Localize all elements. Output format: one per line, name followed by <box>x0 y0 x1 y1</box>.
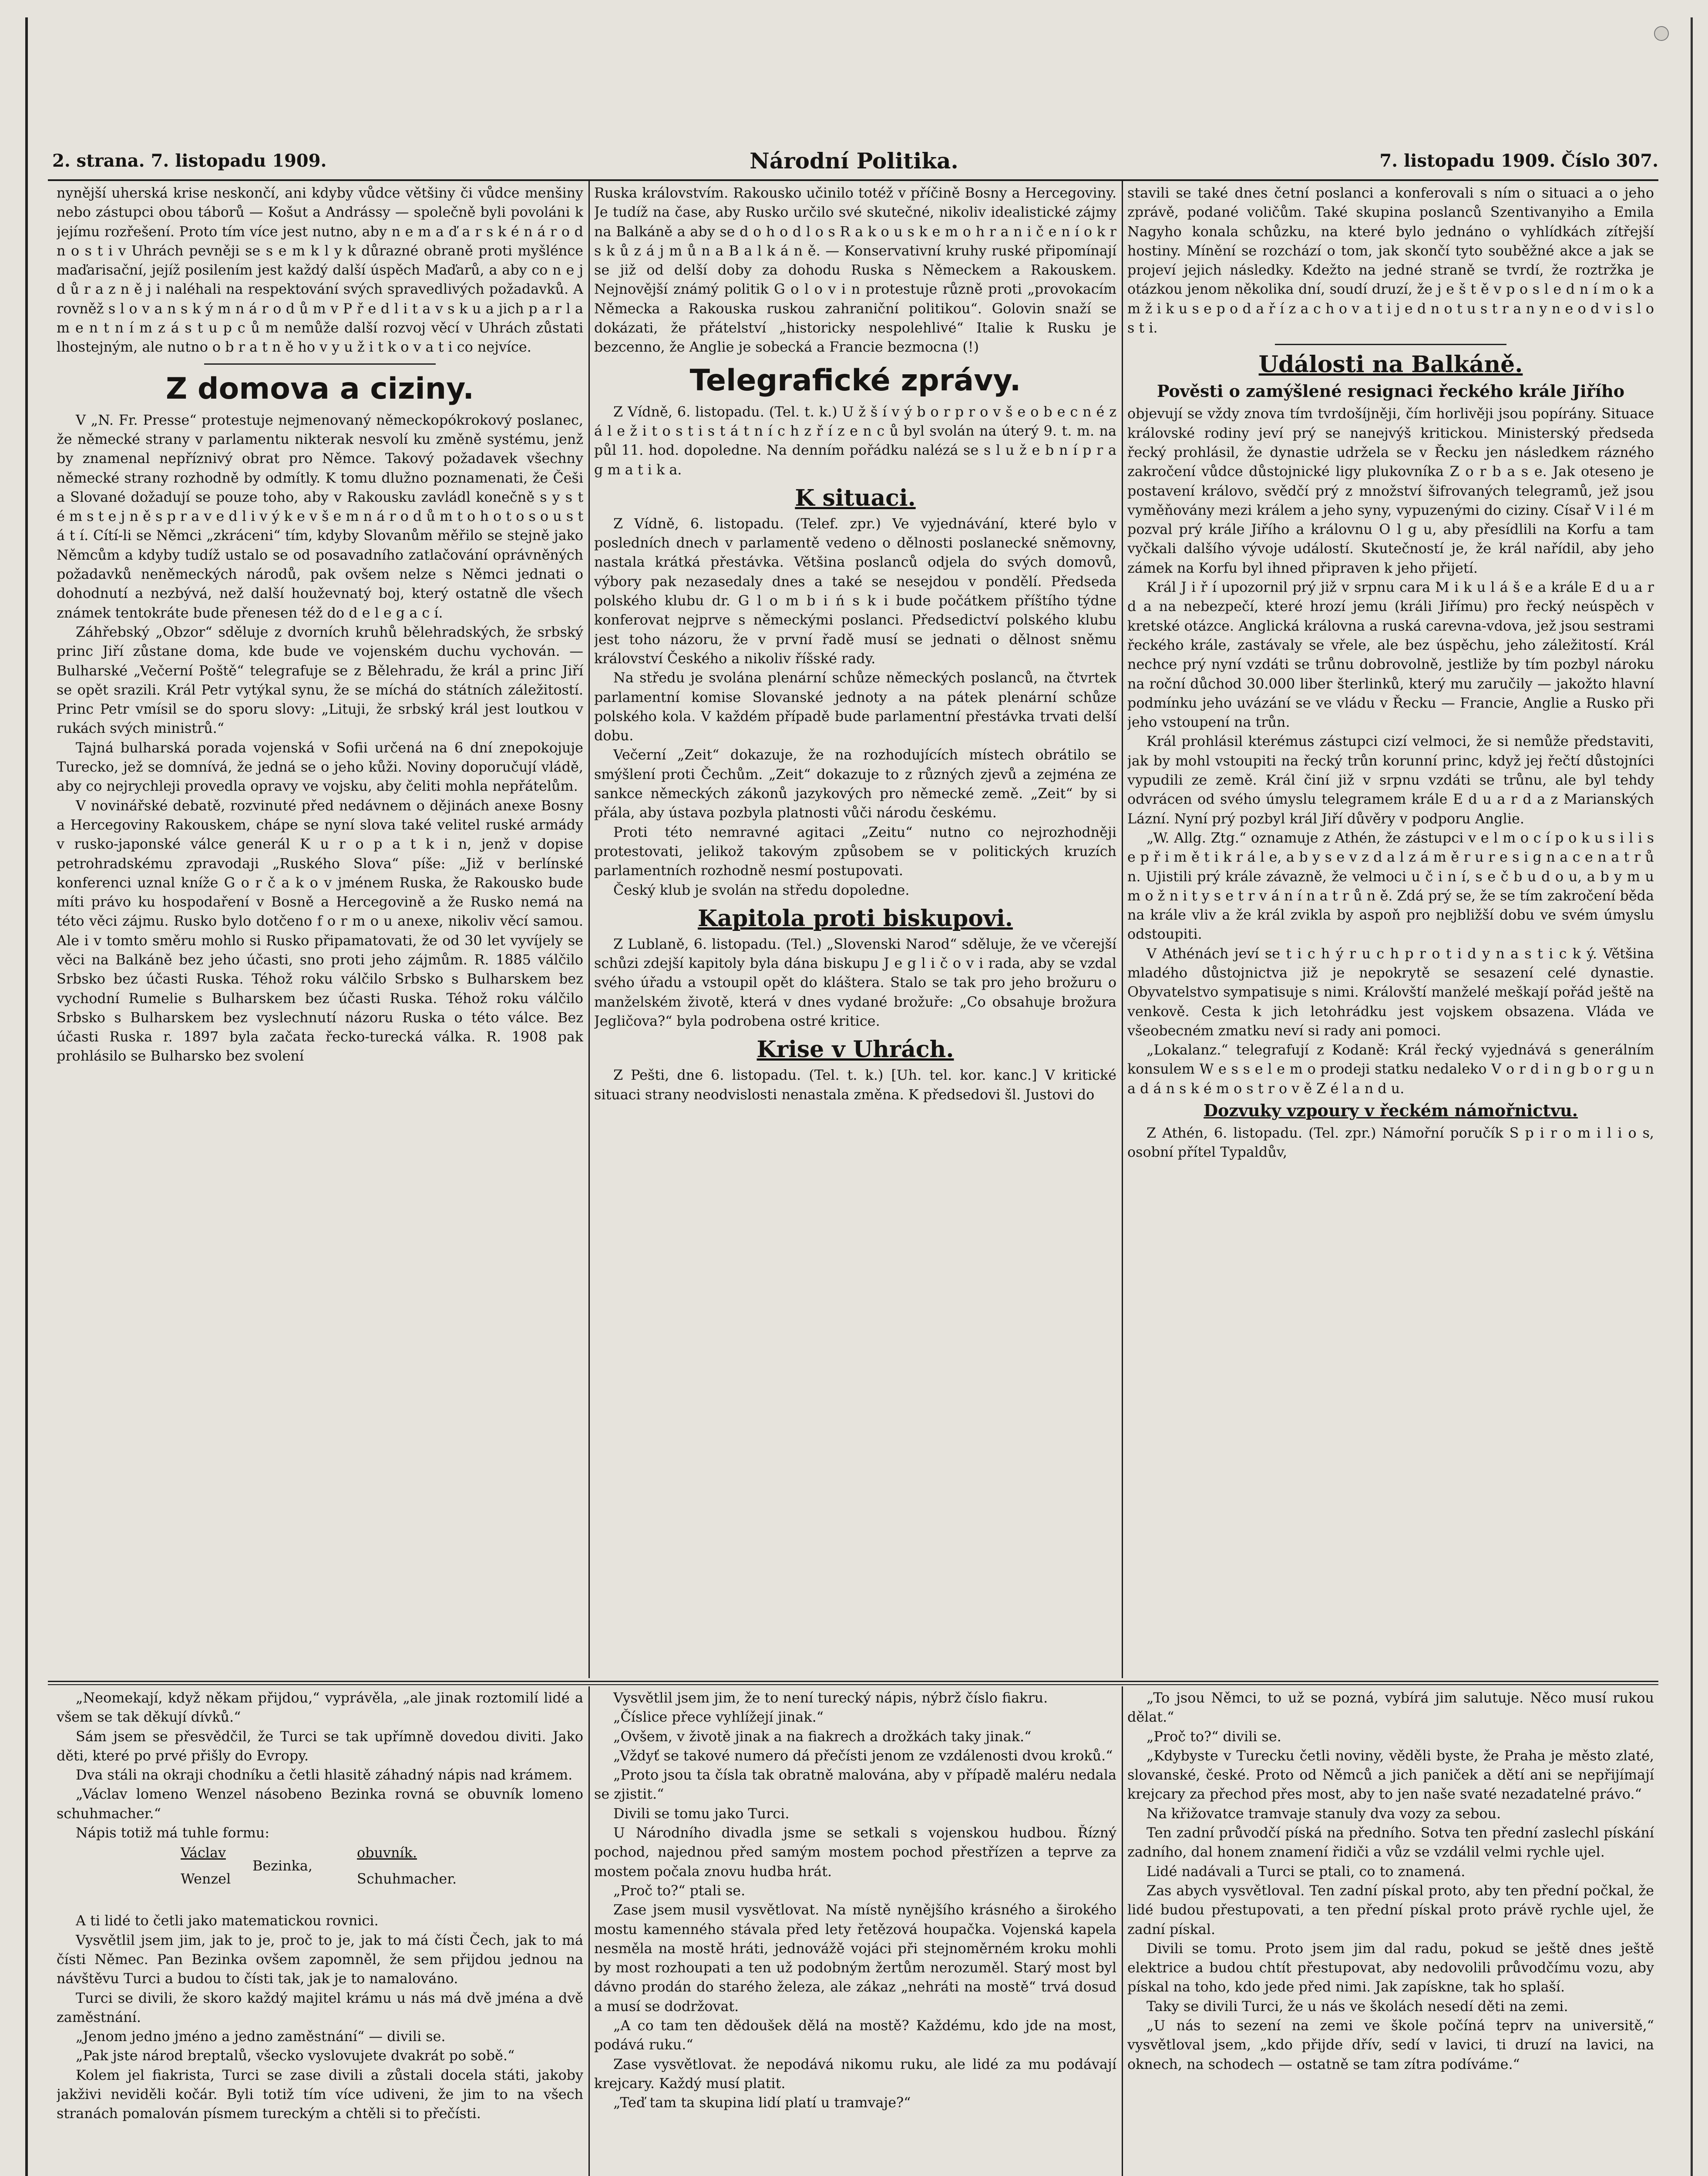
paragraph: „Číslice přece vyhlížejí jinak.“ <box>613 1709 824 1726</box>
paragraph: Z Lublaně, 6. listopadu. (Tel.) „Slovenski Narod“ sděluje, že ve včerejší schůzi zdejší kapitoly byla dána biskupu J e g l i č o v i rada, aby se vzdal svého úřadu a vstoupil opět do kláštera. Stalo se tak pro jeho brožuru o manželském životě, která v dnes vydané brožuře: „Co obsahuje brožura Jegličova?“ byla podrobena ostré kritice. <box>594 936 1116 1029</box>
formula-text: obuvník. <box>357 1845 417 1861</box>
paragraph: Sám jsem se přesvědčil, že Turci se tak upřímně dovedou diviti. Jako děti, které po prvé přišly do Evropy. <box>57 1728 583 1764</box>
paragraph: Zas abych vysvětloval. Ten zadní pískal proto, aby ten přední počkal, že lidé budou přestupovati, a ten přední pískal proto právě rychle ujel, že zadní pískal. <box>1127 1882 1654 1938</box>
article-heading: K situaci. <box>795 484 916 511</box>
punch-hole <box>1654 26 1669 41</box>
article-heading: Dozvuky vzpoury v řeckém námořnictvu. <box>1204 1101 1578 1121</box>
paragraph: Z Athén, 6. listopadu. (Tel. zpr.) Námořní poručík S p i r o m i l i o s, osobní přítel Typaldův, <box>1127 1125 1654 1161</box>
article-heading: Krise v Uhrách. <box>756 1036 954 1063</box>
paragraph: Divili se tomu jako Turci. <box>613 1805 790 1822</box>
paragraph: V „N. Fr. Presse“ protestuje nejmenovaný německopókrokový poslanec, že německé strany v parlamentu nikterak nesvolí ku změně systému, jenž by znamenal nepříznivý obrat pro Němce. Takový požadavek všechny německé strany rozhodně by odmítly. K tomu dlužno poznamenati, že Češi a Slované dožadují se pouze toho, aby v Rakousku zavládl konečně s y s t é m s t e j n ě s p r a v e d l i v ý k e v š e m n á r o d ů m t o h o t o s o u s t á t í. Cítí-li se Němci „zkráceni“ tím, kdyby Slovanům měřilo se stejně jako Němcům a kdyby tudíž ustalo se od posavadního zatlačování oprávněných požadavků neněmeckých národů, pak ovšem nelze s Němci jednati o dohodnutí a nezbývá, než další houževnatý boj, který ostatně dle všech známek tentokráte bude přenesen též do d e l e g a c í. <box>57 412 583 621</box>
paragraph: „Vždyť se takové numero dá přečísti jenom ze vzdálenosti dvou kroků.“ <box>613 1747 1113 1764</box>
paragraph: Král J i ř í upozornil prý již v srpnu cara M i k u l á š e a krále E d u a r d a na nebezpečí, které hrozí jemu (králi Jiřímu) pro řecký neúspěch v kretské otázce. Anglická královna a ruská carevna-vdova, jež jsou sestrami řeckého krále, zastávaly se vřele, ale bez úspěchu, jeho záležitostí. Král nechce prý nyní vzdáti se trůnu dobrovolně, jestliže by tím pozbyl nároku na roční důchod 30.000 liber šterlinků, který mu zaručily — jakožto hlavní podmínku jeho uvázání se ve vládu v Řecku — Francie, Anglie a Rusko při jeho vstoupení na trůn. <box>1127 579 1654 731</box>
column-divider <box>1122 1686 1123 2176</box>
header-rule <box>48 179 1658 181</box>
paragraph: „Václav lomeno Wenzel násobeno Bezinka rovná se obuvník lomeno schuhmacher.“ <box>57 1786 583 1822</box>
paragraph: Taky se divili Turci, že u nás ve školách nesedí děti na zemi. <box>1147 1998 1568 2015</box>
paragraph: „Neomekají, když někam přijdou,“ vyprávěla, „ale jinak roztomilí lidé a všem se tak děkují dívků.“ <box>57 1690 583 1726</box>
column-divider <box>588 1686 590 2176</box>
paragraph: „Jenom jedno jméno a jedno zaměstnání“ — divili se. <box>76 2028 446 2045</box>
paragraph: Nápis totiž má tuhle formu: <box>76 1825 269 1841</box>
paragraph: „Kdybyste v Turecku četli noviny, věděli byste, že Praha je město zlaté, slovanské, české. Proto od Němců a jich paniček a dětí ani se nepřijímají krejcary za přechod přes most, aby to jen naše svaté nezadatelné právo.“ <box>1127 1747 1654 1803</box>
paragraph: Z Vídně, 6. listopadu. (Tel. t. k.) U ž š í v ý b o r p r o v š e o b e c n é z á l e ž i t o s t i s t á t n í c h z ř í z e n c ů byl svolán na úterý 9. t. m. na půl 11. hod. dopoledne. Na denním pořádku nalézá se s l u ž e b n í p r a g m a t i k a. <box>594 403 1116 478</box>
paragraph: „Proč to?“ ptali se. <box>613 1882 746 1899</box>
formula-text: Schuhmacher. <box>357 1871 457 1887</box>
column-divider <box>588 181 590 1678</box>
shop-sign-formula <box>57 1844 583 1909</box>
section-heading: Telegrafické zprávy. <box>689 363 1021 398</box>
formula-text: Wenzel <box>181 1871 231 1887</box>
formula-text: Václav <box>181 1845 226 1861</box>
paragraph: Lidé nadávali a Turci se ptali, co to znamená. <box>1147 1863 1466 1880</box>
feuilleton-column-1 <box>57 1689 583 2176</box>
paragraph: „Lokalanz.“ telegrafují z Kodaně: Král řecký vyjednává s generálním konsulem W e s s e l e m o prodeji statku nedaleko V o r d i n g b o r g u n a d á n s k é m o s t r o v ě Z é l a n d u. <box>1127 1042 1654 1097</box>
header-masthead: Národní Politika. <box>750 148 958 174</box>
separator <box>1275 344 1506 345</box>
paragraph: Záhřebský „Obzor“ sděluje z dvorních kruhů bělehradských, že srbský princ Jiří zůstane doma, kde bude ve vojenském duchu vychován. — Bulharské „Večerní Poště“ telegrafuje se z Bělehradu, že král a princ Jiří se opět srazili. Král Petr vytýkal synu, že se míchá do státních záležitostí. Princ Petr vmísil se do sporu slovy: „Lituji, že srbský král jest loutkou v rukách svých ministrů.“ <box>57 624 583 737</box>
paragraph: „Proč to?“ divili se. <box>1147 1728 1281 1745</box>
feuilleton-column-3 <box>1127 1689 1654 2176</box>
paragraph: Ten zadní průvodčí píská na předního. Sotva ten přední zaslechl pískání zadního, dal honem znamení řidiči a vůz se vzdálil velmi rychle ujel. <box>1127 1825 1654 1860</box>
section-heading: Události na Balkáně. <box>1258 351 1523 378</box>
feuilleton-column-2 <box>594 1689 1116 2176</box>
paragraph: „Proto jsou ta čísla tak obratně malována, aby v případě maléru nedala se zjistit.“ <box>594 1767 1116 1803</box>
feuilleton-rule <box>48 1681 1658 1682</box>
paragraph: Kolem jel fiakrista, Turci se zase divili a zůstali docela státi, jakoby jakživi neviděli kočár. Byli totiž tím více udiveni, že jim to na všech stranách pomalován písmem tureckým a chtěli si to přečísti. <box>57 2067 583 2122</box>
paragraph: V Athénách jeví se t i c h ý r u c h p r o t i d y n a s t i c k ý. Většina mladého důstojnictva již je nepokrytě se sesazení celé dynastie. Obyvatelstvo sympatisuje s nimi. Královští manželé meškají pořád ještě na venkově. Cesta k jich letohrádku jest vojskem obsazena. Vláda ve všeobecném zmatku neví si rady ani pomoci. <box>1127 945 1654 1039</box>
paragraph: stavili se také dnes četní poslanci a konferovali s ním o situaci a o jeho zprávě, podané voličům. Také skupina poslanců Szentivanyiho a Emila Nagyho konala schůzku, na které bylo jednáno o vyhlídkách zítřejší hostiny. Mínění se rozchází o tom, jak skončí tyto souběžné akce a jak se projeví jejich následky. Kdežto na jedné straně se tvrdí, že roztržka je otázkou jenom několika dní, soudí druzí, že j e š t ě v p o s l e d n í m o k a m ž i k u s e p o d a ř í z a c h o v a t i j e d n o t u s t r a n y n e o d v i s l o s t i. <box>1127 185 1654 336</box>
paragraph: „W. Allg. Ztg.“ oznamuje z Athén, že zástupci v e l m o c í p o k u s i l i s e p ř i m ě t i k r á l e, a b y s e v z d a l z á m ě r u r e s i g n a c e n a t r ů n. Ujistili prý krále závazně, že velmoci u č i n í, s e č b u d o u, a b y m u m o ž n i t y s e t r v á n í n a t r ů n ě. Zdá prý se, že se tím zakročení běda na krále vliv a že král zvikla by aspoň pro nejbližší dobu ve svém úmyslu odstoupiti. <box>1127 829 1654 943</box>
paragraph: Na křižovatce tramvaje stanuly dva vozy za sebou. <box>1147 1805 1501 1822</box>
paragraph: Z Pešti, dne 6. listopadu. (Tel. t. k.) [Uh. tel. kor. kanc.] V kritické situaci strany neodvislosti nenastala změna. K předsedovi šl. Justovi do <box>594 1067 1116 1103</box>
article-subheading: Pověsti o zamýšlené resignaci řeckého krále Jiřího <box>1157 381 1625 401</box>
paragraph: Zase jsem musil vysvětlovat. Na místě nynějšího krásného a širokého mostu kamenného stávala před lety řetězová houpačka. Vojenská kapela nesměla na mostě hráti, jednovážě vojáci při stejnoměrném kroku mohli by most rozhoupati a ten už podobným žertům nerozuměl. Starý most byl dávno prodán do starého železa, ale zákaz „nehráti na mostě“ trvá dosud a musí se dodržovat. <box>594 1902 1116 2015</box>
paragraph: Zase vysvětlovat. že nepodává nikomu ruku, ale lidé za mu podávají krejcary. Každý musí platit. <box>594 2056 1116 2092</box>
paragraph: U Národního divadla jsme se setkali s vojenskou hudbou. Řízný pochod, najednou před samým mostem pochod přestřízen a teprve za mostem počala znovu hudba hrát. <box>594 1825 1116 1880</box>
header-right: 7. listopadu 1909. Číslo 307. <box>1379 151 1658 171</box>
paragraph: V novinářské debatě, rozvinuté před nedávnem o dějinách anexe Bosny a Hercegoviny Rakouskem, chápe se nyní slova také velitel ruské armády v rusko-japonské válce generál K u r o p a t k i n, jenž v dopise petrohradskému zpravodaji „Ruského Slova“ píše: „Již v berlínské konferenci uznal kníže G o r č a k o v jménem Ruska, že Rakousko bude míti právo ku hospodaření v Bosně a Hercegovině a že Rusko nemá na této věci zájmu. Rusko bylo dotčeno f o r m o u anexe, nikoliv věcí samou. Ale i v tomto směru mohlo si Rusko připamatovati, že od 30 let vyvíjely se věci na Balkáně bez jeho účasti, sno proti jeho zájmům. R. 1885 válčilo Srbsko bez účasti Ruska. Téhož roku válčilo Srbsko s Bulharskem bez vychodní Rumelie s Bulharskem bez účasti Ruska. Téhož roku válčilo Srbsko s Bulharskem bez vyslechnutí názoru Ruska o této válce. Bez účasti Ruska r. 1897 byla začata řecko-turecká válka. R. 1908 pak prohlásilo se Bulharsko bez svolení <box>57 797 583 1064</box>
column-divider <box>1122 181 1123 1678</box>
paragraph: Dva stáli na okraji chodníku a četli hlasitě záhadný nápis nad krámem. <box>76 1767 573 1783</box>
paragraph: Večerní „Zeit“ dokazuje, že na rozhodujících místech obrátilo se smýšlení proti Čechům. „Zeit“ dokazuje to z různých zjevů a zejména ze sankce německých zákonů jazykových pro německé země. „Zeit“ by si přála, aby ústava pozbyla platnosti vůči národu českému. <box>594 747 1116 821</box>
paragraph: Ruska královstvím. Rakousko učinilo totéž v příčině Bosny a Hercegoviny. Je tudíž na čase, aby Rusko určilo své skutečné, nikoliv idealistické zájmy na Balkáně a aby se d o h o d l o s R a k o u s k e m o h r a n i č e n í o k r s k ů z á j m ů n a B a l k á n ě. — Konservativní kruhy ruské připomínají se již od delší doby za dohodu Ruska s Německem a Rakouskem. Nejnovější známý politik G o l o v i n protestuje různě proti „provokacím Německa a Rakouska ruskou zahraniční politikou“. Golovin snaží se dokázati, že přátelství „historicky nespolehlivé“ Italie k Rusku je bezcenno, že Anglie je sobecká a Francie bezmocna (!) <box>594 185 1116 356</box>
column-1 <box>57 184 583 1676</box>
paragraph: „Teď tam ta skupina lidí platí u tramvaje?“ <box>613 2095 911 2111</box>
paragraph: Král prohlásil kterémus zástupci cizí velmoci, že si nemůže představiti, jak by mohl vstoupiti na řecký trůn korunní princ, když jej řečtí důstojníci vypudili ze země. Král činí již v srpnu vzdáti se trůnu, ale byl tehdy odvrácen od svého úmyslu telegramem krále E d u a r d a z Marianských Lázní. Nyní prý pozbyl král Jiří důvěry v podporu Anglie. <box>1127 733 1654 827</box>
paragraph: Z Vídně, 6. listopadu. (Telef. zpr.) Ve vyjednávání, které bylo v posledních dnech v parlamentě vedeno o dělnosti poslanecké sněmovny, nastala krátká přestávka. Většina poslanců odjela do svých domovů, výbory pak nezasedaly dnes a také se nesejdou v pondělí. Předseda polského klubu dr. G l o m b i ń s k i bude počátkem příštího týdne konferovat nejprve s německými poslanci. Předsedictví polského klubu jest toho názoru, že v první řadě musí se jednati o dělnost sněmu království Českého a nikoliv říšské rady. <box>594 515 1116 667</box>
feuilleton-rule <box>48 1684 1658 1685</box>
paragraph: Tajná bulharská porada vojenská v Sofii určená na 6 dní znepokojuje Turecko, jež se domnívá, že jedná se o jeho kůži. Noviny doporučují vládě, aby co nejrychleji provedla opravy ve vojsku, aby čeliti mohla nepřátelům. <box>57 739 583 795</box>
header-left: 2. strana. 7. listopadu 1909. <box>52 151 327 171</box>
paragraph: Na středu je svolána plenární schůze německých poslanců, na čtvrtek parlamentní komise Slovanské jednoty a na pátek plenární schůze polského kola. V každém případě bude parlamentní přestávka trvati delší dobu. <box>594 670 1116 744</box>
paragraph: objevují se vždy znova tím tvrdošíjněji, čím horlivěji jsou popírány. Situace královské rodiny jeví prý se nanejvýš kritickou. Ministerský předseda řecký prohlásil, že dynastie udržela se v Řecku jen následkem rázného zakročení vůdce důstojnické ligy plukovníka Z o r b a s e. Jak oteseno je postavení královo, svědčí prý z množství šifrovaných telegramů, jež jsou vyměňovány mezi králem a jeho syny, vypuzenými do ciziny. Císař V i l é m pozval prý krále Jiřího a královnu O l g u, aby přesídlili na Korfu a tam vyčkali dalšího vývoje událostí. Skutečností je, že král nařídil, aby jeho zámek na Korfu byl ihned připraven k jeho přijetí. <box>1127 406 1654 576</box>
column-2 <box>594 184 1116 1676</box>
paragraph: A ti lidé to četli jako matematickou rovnici. <box>76 1913 379 1929</box>
paragraph: Turci se divili, že skoro každý majitel krámu u nás má dvě jména a dvě zaměstnání. <box>57 1990 583 2025</box>
paragraph: Vysvětlil jsem jim, že to není turecký nápis, nýbrž číslo fiakru. <box>613 1690 1048 1706</box>
paragraph: „U nás to sezení na zemi ve škole počíná teprv na universitě,“ vysvětloval jsem, „kdo přijde dřív, sedí v lavici, ti druzí na lavici, na oknech, na schodech — ostatně se tam zítra podíváme.“ <box>1127 2018 1654 2072</box>
paragraph: Divili se tomu. Proto jsem jim dal radu, pokud se ještě dnes ještě elektrice a budou chtít přestupovat, aby nedovolili průvodčímu vozu, aby pískal na toho, kdo jede před nimi. Jak zapískne, tak ho splaší. <box>1127 1940 1654 1995</box>
paragraph: nynější uherská krise neskončí, ani kdyby vůdce většiny či vůdce menšiny nebo zástupci obou táborů — Košut a Andrássy — společně byli povoláni k jejímu rozřešení. Proto tím více jest nutno, aby n e m a ď a r s k é n á r o d n o s t i v Uhrách pevněji se s e m k l y k důrazné obraně proti myšlénce maďarisační, jejíž posilením jest každý další úspěch Maďarů, a aby co n e j d ů r a z n ě j i naléhali na respektování svých spravedlivých požadavků. A rovněž s l o v a n s k ý m n á r o d ů m v P ř e d l i t a v s k u a jich p a r l a m e n t n í m z á s t u p c ů m nemůže další rozvoj věcí v Uhrách zůstati lhostejným, ale nutno o b r a t n ě ho v y u ž i t k o v a t i co nejvíce. <box>57 185 583 356</box>
formula-text: Bezinka, <box>252 1858 313 1874</box>
section-heading: Z domova a ciziny. <box>165 371 474 406</box>
paragraph: „A co tam ten dědoušek dělá na mostě? Každému, kdo jde na most, podává ruku.“ <box>594 2018 1116 2053</box>
paragraph: Vysvětlil jsem jim, jak to je, proč to je, jak to má čísti Čech, jak to má čísti Němec. Pan Bezinka ovšem zapomněl, že sem přijdou jednou na návštěvu Turci a budou to čísti tak, jak je to namalováno. <box>57 1932 583 1987</box>
paragraph: Proti této nemravné agitaci „Zeitu“ nutno co nejrozhodněji protestovati, jelikož takovým způsobem se v politických kruzích parlamentních rozhodně nesmí postupovati. <box>594 824 1116 879</box>
paragraph: „To jsou Němci, to už se pozná, vybírá jim salutuje. Něco musí rukou dělat.“ <box>1127 1690 1654 1726</box>
article-heading: Kapitola proti biskupovi. <box>698 905 1013 932</box>
paragraph: Český klub je svolán na středu dopoledne. <box>613 882 910 898</box>
separator <box>204 363 436 365</box>
paragraph: „Pak jste národ breptalů, všecko vyslovujete dvakrát po sobě.“ <box>76 2048 515 2064</box>
column-3 <box>1127 184 1654 1676</box>
paragraph: „Ovšem, v životě jinak a na fiakrech a drožkách taky jinak.“ <box>613 1728 1032 1745</box>
